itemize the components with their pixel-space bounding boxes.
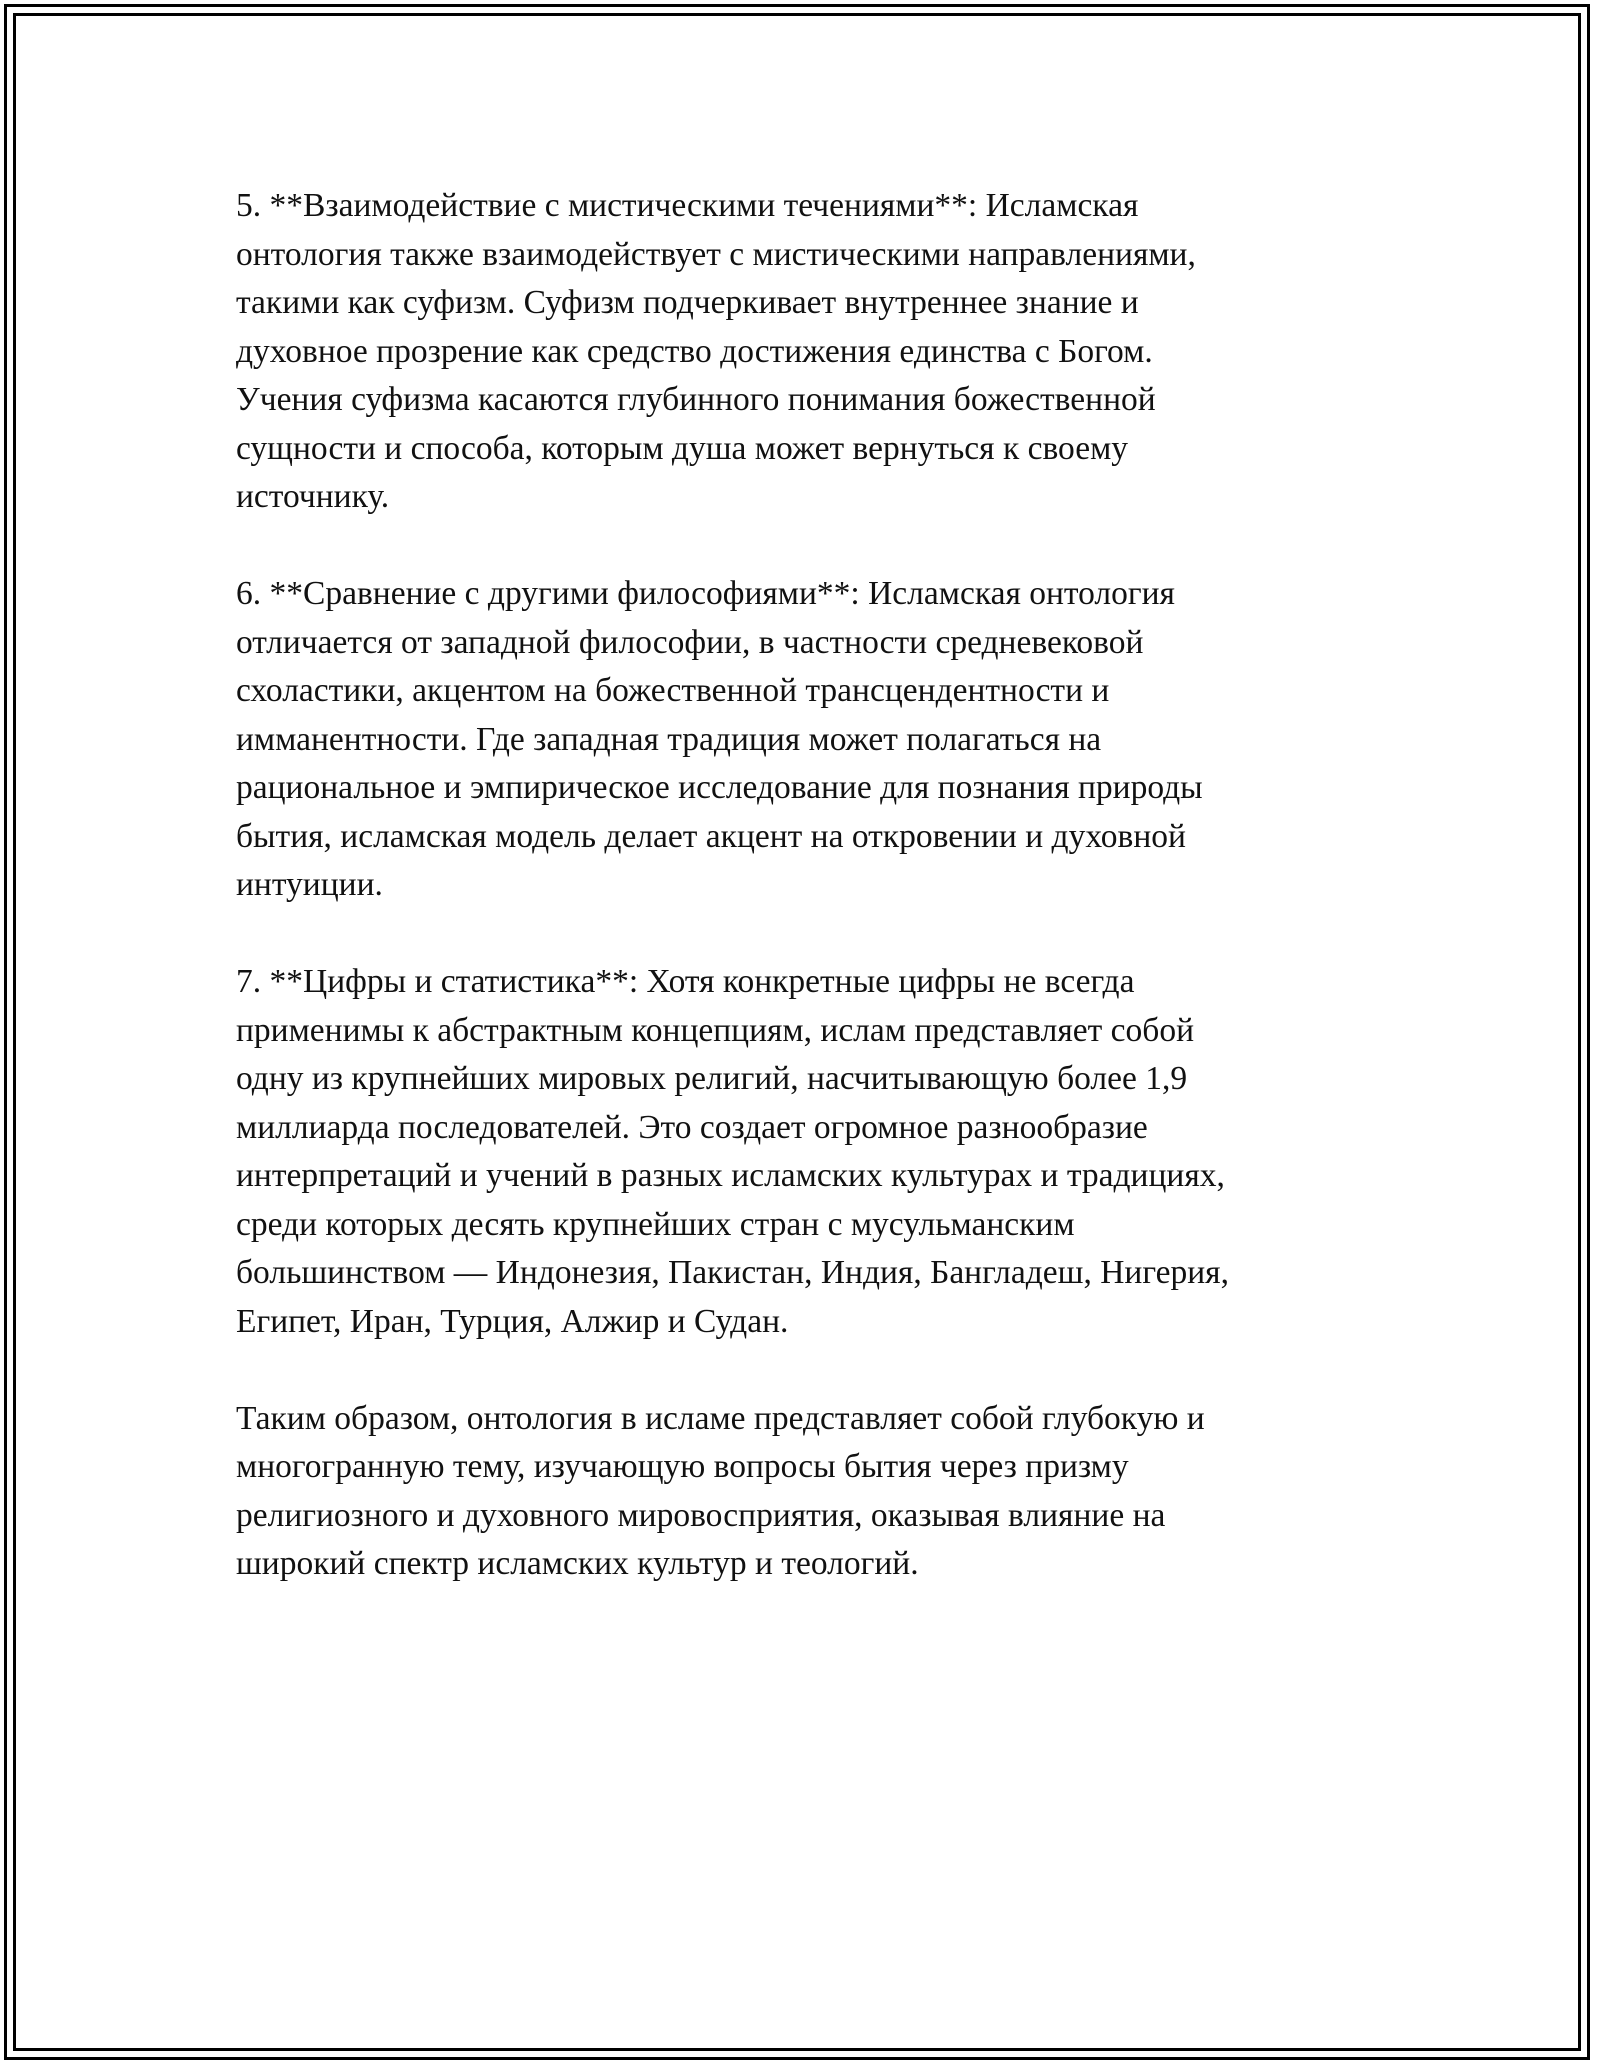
text-line: 6. **Сравнение с другими философиями**: Исламская онтология	[236, 575, 1175, 612]
text-line: имманентности. Где западная традиция может полагаться на	[236, 720, 1102, 758]
text-line: Таким образом, онтология в исламе представляет собой глубокую и	[236, 1399, 1205, 1437]
text-line: онтология также взаимодействует с мистическими направлениями,	[236, 235, 1196, 273]
text-line: среди которых десять крупнейших стран с мусульманским	[236, 1205, 1075, 1243]
text-line: рациональное и эмпирическое исследование для познания природы	[236, 769, 1203, 806]
text-line: духовное прозрение как средство достижения единства с Богом.	[236, 332, 1153, 370]
text-line: широкий спектр исламских культур и теологий.	[236, 1545, 919, 1582]
paragraph-conclusion	[236, 1395, 1366, 1589]
text-line: интерпретаций и учений в разных исламских культурах и традициях,	[236, 1157, 1225, 1194]
paragraph-figures-statistics	[236, 958, 1366, 1346]
paragraph-comparison-philosophies	[236, 570, 1366, 910]
text-line: Египет, Иран, Турция, Алжир и Судан.	[236, 1302, 789, 1340]
text-line: 7. **Цифры и статистика**: Хотя конкретные цифры не всегда	[236, 963, 1135, 1000]
text-line: применимы к абстрактным концепциям, ислам представляет собой	[236, 1011, 1195, 1049]
text-line: отличается от западной философии, в частности средневековой	[236, 623, 1144, 661]
text-line: сущности и способа, которым душа может вернуться к своему	[236, 429, 1129, 467]
text-line: 5. **Взаимодействие с мистическими течениями**: Исламская	[236, 187, 1139, 224]
text-line: Учения суфизма касаются глубинного понимания божественной	[236, 381, 1156, 418]
text-line: миллиарда последователей. Это создает огромное разнообразие	[236, 1108, 1148, 1146]
paragraph-mystical-currents	[236, 182, 1366, 522]
text-line: бытия, исламская модель делает акцент на откровении и духовной	[236, 817, 1186, 855]
text-line: интуиции.	[236, 866, 383, 903]
text-line: схоластики, акцентом на божественной трансцендентности и	[236, 672, 1110, 709]
text-line: такими как суфизм. Суфизм подчеркивает внутреннее знание и	[236, 284, 1139, 321]
text-line: источнику.	[236, 478, 390, 515]
text-line: религиозного и духовного мировосприятия, оказывая влияние на	[236, 1496, 1166, 1534]
text-line: многогранную тему, изучающую вопросы бытия через призму	[236, 1448, 1129, 1485]
text-line: одну из крупнейших мировых религий, насчитывающую более 1,9	[236, 1060, 1188, 1097]
text-line: большинством — Индонезия, Пакистан, Индия, Бангладеш, Нигерия,	[236, 1254, 1229, 1291]
document-body	[236, 182, 1366, 1637]
